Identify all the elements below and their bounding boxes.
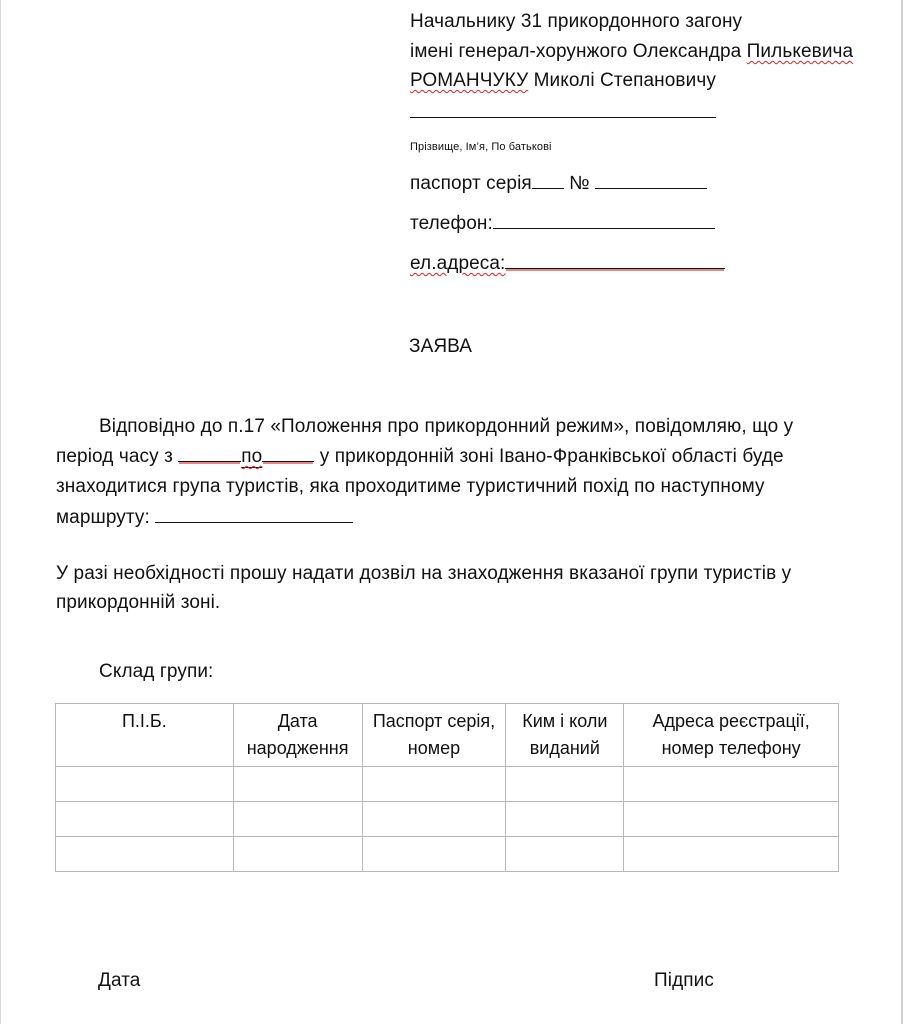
addressee-line-3	[410, 69, 716, 93]
period-to-blank[interactable]	[262, 444, 314, 462]
group-label: Склад групи:	[99, 661, 214, 682]
body-p1-line-3: знаходитися група туристів, яка проходитиме туристичний похід по наступному	[56, 476, 765, 497]
email-label: ел.адреса:	[410, 253, 506, 274]
period-rest: у прикордонній зоні Івано-Франківської області буде	[314, 446, 784, 467]
passport-field	[410, 171, 707, 196]
document-title: ЗАЯВА	[409, 336, 473, 357]
name-blank-line[interactable]	[410, 100, 716, 125]
table-cell[interactable]	[362, 802, 506, 837]
route-label: маршруту:	[56, 507, 156, 528]
email-blank[interactable]	[505, 251, 725, 269]
group-table	[55, 703, 839, 872]
addressee-line-2	[410, 40, 853, 64]
column-header-text: народження	[246, 738, 349, 758]
body-p1-line-1: Відповідно до п.17 «Положення про прикордонний режим», повідомляю, що у	[99, 416, 794, 437]
column-header-issued-by	[506, 704, 624, 767]
table-row	[56, 802, 839, 837]
table-cell[interactable]	[233, 802, 362, 837]
table-cell[interactable]	[56, 767, 234, 802]
column-header-text: Паспорт серія,	[372, 711, 496, 731]
column-header-birth-date	[233, 704, 362, 767]
addressee-line-1: Начальнику 31 прикордонного загону	[410, 11, 743, 32]
number-label: №	[569, 173, 590, 194]
column-header-passport	[362, 704, 506, 767]
email-field	[410, 251, 725, 276]
passport-label: паспорт серія	[410, 173, 532, 194]
body-p1-line-4	[56, 505, 353, 530]
column-header-pib	[56, 704, 234, 767]
period-to-label: по	[241, 446, 263, 467]
passport-series-blank[interactable]	[532, 171, 564, 189]
passport-number-blank[interactable]	[595, 171, 707, 189]
phone-field	[410, 211, 715, 236]
phone-blank[interactable]	[493, 211, 715, 229]
table-cell[interactable]	[624, 767, 839, 802]
table-header-row	[56, 704, 839, 767]
addressee-line-3-text: Миколі Степановичу	[528, 70, 716, 91]
column-header-text: Дата	[277, 711, 318, 731]
table-cell[interactable]	[506, 802, 624, 837]
misspelled-word: РОМАНЧУКУ	[410, 70, 529, 91]
table-cell[interactable]	[233, 837, 362, 872]
column-header-text: Ким і коли	[522, 711, 608, 731]
table-cell[interactable]	[233, 767, 362, 802]
column-header-text: Адреса реєстрації,	[652, 711, 810, 731]
table-cell[interactable]	[506, 837, 624, 872]
body-p2-line-1: У разі необхідності прошу надати дозвіл на знаходження вказаної групи туристів у	[56, 563, 792, 584]
period-from-label: період часу з	[56, 446, 179, 467]
addressee-line-2-text: імені генерал-хорунжого Олександра	[410, 41, 747, 62]
table-cell[interactable]	[362, 837, 506, 872]
table-cell[interactable]	[506, 767, 624, 802]
table-row	[56, 837, 839, 872]
table-cell[interactable]	[56, 802, 234, 837]
name-hint: Прізвище, Ім’я, По батькові	[410, 141, 552, 153]
column-header-text: номер телефону	[661, 738, 801, 758]
body-p2-line-2: прикордонній зоні.	[56, 592, 221, 613]
phone-label: телефон:	[410, 213, 493, 234]
route-blank[interactable]	[155, 505, 353, 523]
column-header-text: виданий	[529, 738, 600, 758]
period-from-blank[interactable]	[178, 444, 241, 462]
column-header-text: номер	[407, 738, 461, 758]
date-label: Дата	[98, 970, 141, 991]
table-cell[interactable]	[362, 767, 506, 802]
column-header-address-phone	[624, 704, 839, 767]
signature-label: Підпис	[654, 970, 714, 991]
misspelled-word: Пилькевича	[746, 41, 854, 62]
column-header-text: П.І.Б.	[121, 711, 167, 731]
table-cell[interactable]	[624, 802, 839, 837]
body-p1-line-2	[56, 444, 784, 469]
table-cell[interactable]	[56, 837, 234, 872]
table-cell[interactable]	[624, 837, 839, 872]
table-row	[56, 767, 839, 802]
